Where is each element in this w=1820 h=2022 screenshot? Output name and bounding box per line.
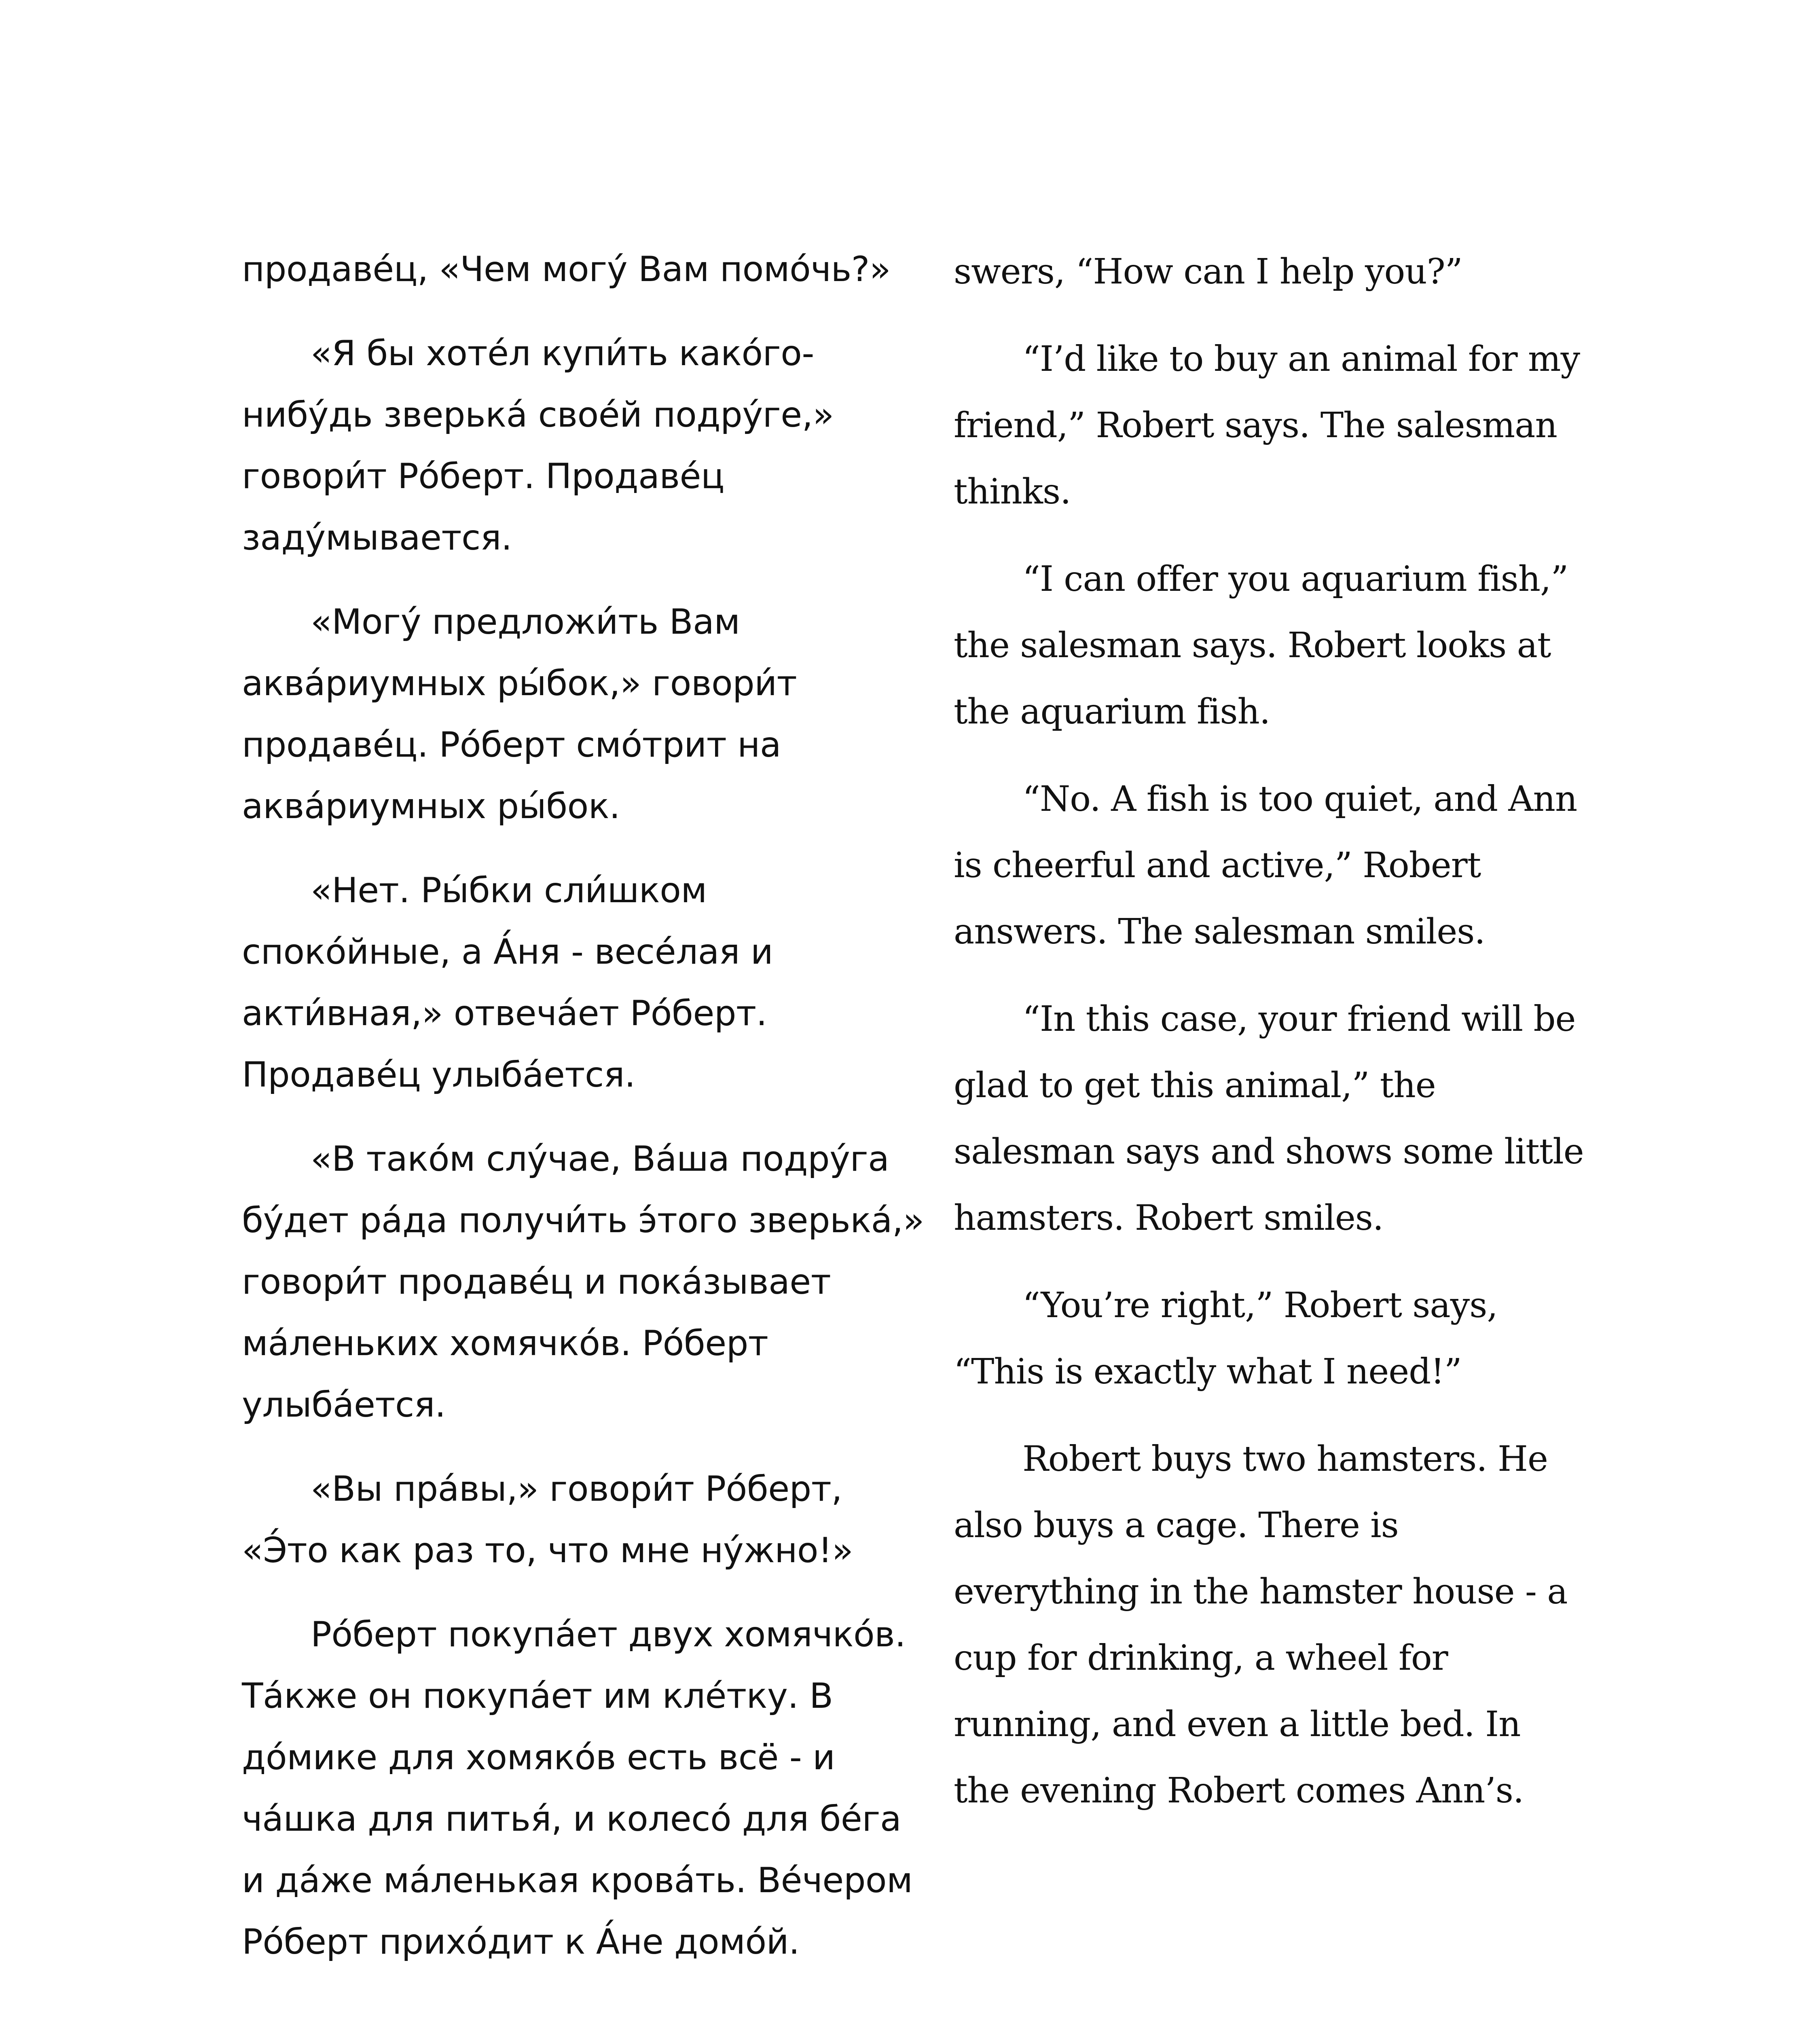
russian-paragraph: Ро́берт покупа́ет двух хомячко́в. Та́кже он покупа́ет им кле́тку. В до́мике для хомяко́в есть всё - и ча́шка для питья́, и колесо́ для бе́га и да́же ма́ленькая крова́ть. Ве́чером Ро́берт прихо́дит к А́не домо́й.: [242, 1614, 913, 1962]
russian-paragraph: продаве́ц, «Чем могу́ Вам помо́чь?»: [242, 249, 891, 290]
russian-paragraph: «В тако́м слу́чае, Ва́ша подру́га бу́дет ра́да получи́ть э́того зверька́,» говори́т продаве́ц и пока́зывает ма́леньких хомячко́в. Ро́берт улыба́ется.: [242, 1139, 924, 1425]
english-paragraph: swers, “How can I help you?”: [954, 252, 1462, 292]
english-paragraph: “I can offer you aquarium fish,” the salesman says. Robert looks at the aquarium fish.: [954, 559, 1568, 732]
english-paragraph: Robert buys two hamsters. He also buys a cage. There is everything in the hamster house - a cup for drinking, a wheel for running, and even a little bed. In the evening Robert comes Ann’s.: [954, 1439, 1568, 1811]
english-paragraph: “I’d like to buy an animal for my friend,” Robert says. The salesman thinks.: [954, 339, 1580, 512]
russian-paragraph: «Нет. Ры́бки сли́шком споко́йные, а А́ня - весе́лая и акти́вная,» отвеча́ет Ро́берт. Продаве́ц улыба́ется.: [242, 870, 773, 1095]
english-text-column: [954, 239, 1585, 1845]
russian-paragraph: «Могу́ предложи́ть Вам аква́риумных ры́бок,» говори́т продаве́ц. Ро́берт смо́трит на аква́риумных ры́бок.: [242, 602, 797, 827]
russian-paragraph: «Вы пра́вы,» говори́т Ро́берт, «Э́то как раз то, что мне ну́жно!»: [242, 1469, 853, 1571]
russian-text-column: [242, 239, 925, 1995]
english-paragraph: “No. A fish is too quiet, and Ann is cheerful and active,” Robert answers. The salesman smiles.: [954, 779, 1577, 952]
english-paragraph: “In this case, your friend will be glad to get this animal,” the salesman says and shows some little hamsters. Robert smiles.: [954, 999, 1584, 1238]
russian-paragraph: «Я бы хоте́л купи́ть како́го-нибу́дь зверька́ свое́й подру́ге,» говори́т Ро́берт. Продаве́ц заду́мывается.: [242, 333, 834, 558]
english-paragraph: “You’re right,” Robert says, “This is exactly what I need!”: [954, 1285, 1498, 1392]
